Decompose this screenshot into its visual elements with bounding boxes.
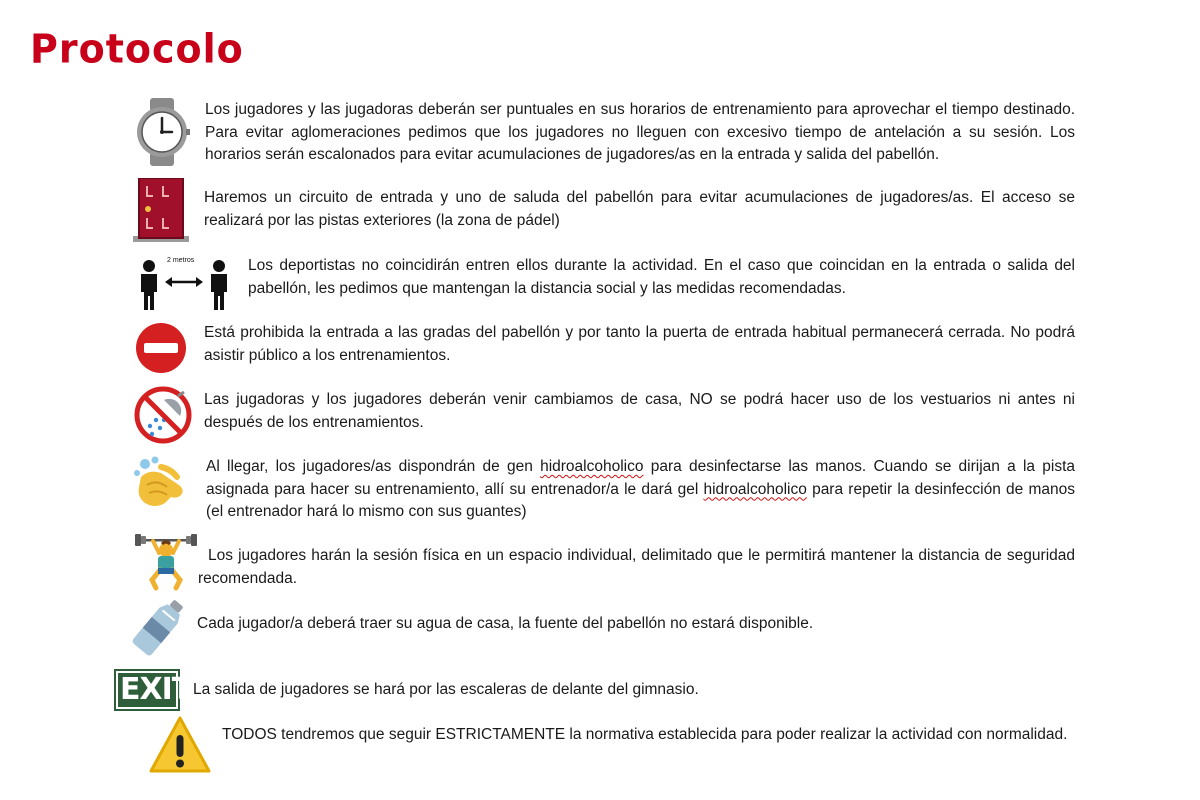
exit-sign-label: EXIT: [120, 672, 192, 707]
item-text-3: Los deportistas no coincidirán entren ellos durante la actividad. En el caso que coincidan en la entrada o salida del pabellón, les pedimos que mantengan la distancia social y las medidas recomendadas.: [248, 257, 1075, 297]
page-title: Protocolo: [30, 25, 244, 73]
door-icon: [133, 178, 189, 242]
distance-label: 2 metros: [167, 257, 195, 264]
item-text-8: Cada jugador/a deberá traer su agua de casa, la fuente del pabellón no estará disponible.: [197, 615, 814, 632]
item-text-10: TODOS tendremos que seguir ESTRICTAMENTE la normativa establecida para poder realizar la actividad con normalidad.: [222, 726, 1068, 743]
item-text-6-misspelled-2: hidroalcoholico: [703, 480, 807, 498]
item-text-4: Está prohibida la entrada a las gradas del pabellón y por tanto la puerta de entrada habitual permanecerá cerrada. No podrá asistir público a los entrenamientos.: [204, 324, 1075, 364]
exit-sign-icon: [114, 669, 192, 711]
item-text-2-content: Haremos un circuito de entrada y uno de saluda del pabellón para evitar acumulaciones de jugadores/as. El acceso se realizará por las pistas exteriores (la zona de pádel): [204, 189, 1075, 229]
no-shower-icon: [134, 386, 192, 444]
item-text-5: Las jugadoras y los jugadores deberán venir cambiamos de casa, NO se podrá hacer uso de los vestuarios ni antes ni después de los entrenamientos.: [204, 391, 1075, 431]
item-text-6-misspelled-1: hidroalcoholico: [540, 458, 644, 475]
item-text-6-part-c: para repetir la desinfección de manos (el entrenador hará lo mismo con sus guantes): [206, 480, 1075, 520]
no-entry-icon: [135, 322, 187, 374]
water-bottle-icon: [131, 598, 187, 656]
item-text-2: [204, 187, 1075, 232]
item-text-7: Los jugadores harán la sesión física en un espacio individual, delimitado que le permitirá mantener la distancia de seguridad recomendada.: [198, 547, 1075, 587]
item-text-1: Los jugadores y las jugadoras deberán ser puntuales en sus horarios de entrenamiento para aprovechar el tiempo destinado. Para evitar aglomeraciones pedimos que los jugadores no lleguen con excesivo tiempo de antelación a su sesión. Los horarios serán escalonados para evitar acumulaciones de jugadores/as en la entrada y salida del pabellón.: [205, 101, 1075, 163]
watch-icon: [134, 98, 190, 166]
weightlifter-icon: [133, 530, 199, 592]
warning-icon: [148, 715, 212, 775]
item-text-6: [206, 456, 1075, 524]
hand-wash-icon: [131, 455, 189, 509]
social-distance-icon: [137, 256, 233, 312]
item-text-6-part-a: Al llegar, los jugadores/as dispondrán de gen: [206, 458, 541, 475]
item-text-6-part-b: para desinfectarse las manos. Cuando se dirijan a la pista asignada para hacer su entrenamiento, allí su entrenador/a le dará gel: [206, 458, 1076, 498]
item-text-9: La salida de jugadores se hará por las escaleras de delante del gimnasio.: [193, 681, 699, 698]
